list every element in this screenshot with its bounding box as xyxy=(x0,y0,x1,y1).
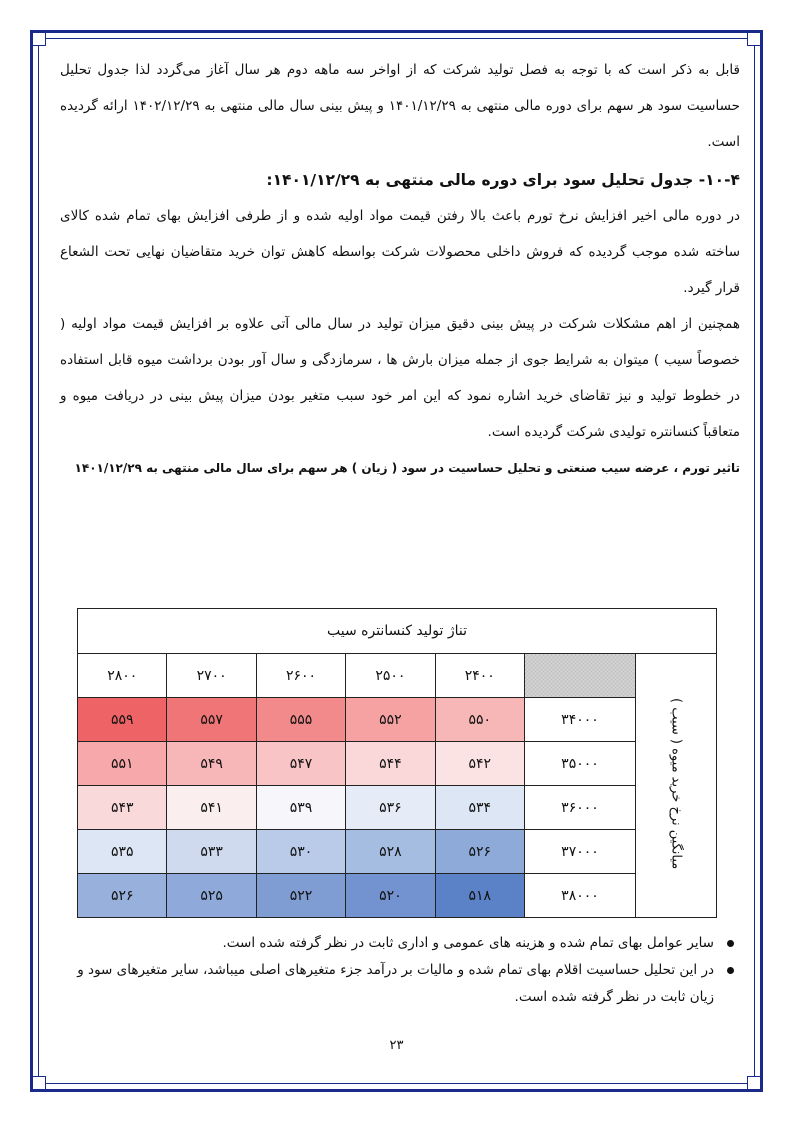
table-cell: ۵۳۵ xyxy=(78,830,167,874)
table-cell: ۵۴۳ xyxy=(78,786,167,830)
table-cell: ۵۴۴ xyxy=(346,742,435,786)
column-header: ۲۶۰۰ xyxy=(256,654,345,698)
row-header: ۳۸۰۰۰ xyxy=(524,874,635,918)
document-body xyxy=(60,52,740,486)
bullet-icon xyxy=(727,940,734,947)
table-cell: ۵۳۰ xyxy=(256,830,345,874)
production-forecast-paragraph: همچنین از اهم مشکلات شرکت در پیش بینی دقیق میزان تولید در سال مالی آتی علاوه بر افزایش قیمت مواد اولیه ( خصوصاً سیب ) میتوان به شرایط جوی از جمله میزان بارش ها ، سرمازدگی و سال آور بودن برداشت میوه قابل استفاده در خطوط تولید و نیز تقاضای خرید اشاره نمود که این امر خود سبب متغیر بودن میزان پیش بینی در دریافت میوه و متعاقباً کنسانتره تولیدی شرکت گردیده است. xyxy=(60,316,740,440)
table-row xyxy=(78,698,717,742)
row-header: ۳۶۰۰۰ xyxy=(524,786,635,830)
note-text: در این تحلیل حساسیت اقلام بهای تمام شده و مالیات بر درآمد جزء متغیرهای اصلی میباشد، سایر متغیرهای سود و زیان ثابت در نظر گرفته شده است. xyxy=(77,962,714,1005)
table-cell: ۵۴۱ xyxy=(167,786,256,830)
table-cell: ۵۳۴ xyxy=(435,786,524,830)
list-item xyxy=(60,930,740,957)
table-cell: ۵۵۷ xyxy=(167,698,256,742)
table-cell: ۵۲۰ xyxy=(346,874,435,918)
table-cell: ۵۲۸ xyxy=(346,830,435,874)
border-corner-bottom-left xyxy=(32,1076,46,1090)
table-cell: ۵۵۱ xyxy=(78,742,167,786)
corner-cell xyxy=(524,654,635,698)
table-row xyxy=(78,830,717,874)
table-row xyxy=(78,742,717,786)
border-corner-bottom-right xyxy=(747,1076,761,1090)
side-label-cell xyxy=(636,654,717,918)
table-cell: ۵۳۳ xyxy=(167,830,256,874)
sensitivity-table xyxy=(77,608,717,918)
table-title: تناژ تولید کنسانتره سیب xyxy=(78,609,717,654)
table-cell: ۵۲۶ xyxy=(435,830,524,874)
section-heading: ۱۰-۴- جدول تحلیل سود برای دوره مالی منتهی به ۱۴۰۱/۱۲/۲۹: xyxy=(266,171,740,189)
sensitivity-table-wrapper xyxy=(77,608,717,918)
column-header: ۲۸۰۰ xyxy=(78,654,167,698)
table-cell: ۵۴۲ xyxy=(435,742,524,786)
table-cell: ۵۵۰ xyxy=(435,698,524,742)
column-header: ۲۷۰۰ xyxy=(167,654,256,698)
table-row xyxy=(78,874,717,918)
bullet-icon xyxy=(727,967,734,974)
table-cell: ۵۱۸ xyxy=(435,874,524,918)
table-cell: ۵۴۹ xyxy=(167,742,256,786)
table-row xyxy=(78,786,717,830)
notes-list xyxy=(60,930,740,1011)
side-label: میانگین نرخ خرید میوه ( سیب ) xyxy=(668,697,684,870)
row-header: ۳۵۰۰۰ xyxy=(524,742,635,786)
table-cell: ۵۲۶ xyxy=(78,874,167,918)
table-cell: ۵۵۹ xyxy=(78,698,167,742)
table-cell: ۵۵۵ xyxy=(256,698,345,742)
table-cell: ۵۳۹ xyxy=(256,786,345,830)
column-header: ۲۴۰۰ xyxy=(435,654,524,698)
border-corner-top-left xyxy=(32,32,46,46)
table-caption: تاثیر تورم ، عرضه سیب صنعتی و تحلیل حساسیت در سود ( زیان ) هر سهم برای سال مالی منتهی به ۱۴۰۱/۱۲/۲۹ xyxy=(74,461,740,475)
column-header: ۲۵۰۰ xyxy=(346,654,435,698)
table-cell: ۵۲۵ xyxy=(167,874,256,918)
inflation-paragraph: در دوره مالی اخیر افزایش نرخ تورم باعث بالا رفتن قیمت مواد اولیه شده و از طرفی افزایش بهای تمام شده کالای ساخته شده موجب گردیده که فروش داخلی محصولات شرکت بواسطه کاهش توان خرید متقاضیان نهایی تحت الشعاع قرار گیرد. xyxy=(60,208,740,296)
page-number: ۲۳ xyxy=(389,1038,404,1053)
intro-paragraph: قابل به ذکر است که با توجه به فصل تولید شرکت که از اواخر سه ماهه دوم هر سال آغاز می‌گردد لذا جدول تحلیل حساسیت سود هر سهم برای دوره مالی منتهی به ۱۴۰۱/۱۲/۲۹ و پیش بینی سال مالی منتهی به ۱۴۰۲/۱۲/۲۹ ارائه گردیده است. xyxy=(60,62,741,150)
table-cell: ۵۲۲ xyxy=(256,874,345,918)
row-header: ۳۷۰۰۰ xyxy=(524,830,635,874)
table-cell: ۵۳۶ xyxy=(346,786,435,830)
table-cell: ۵۴۷ xyxy=(256,742,345,786)
list-item xyxy=(60,957,740,1011)
border-corner-top-right xyxy=(747,32,761,46)
table-cell: ۵۵۲ xyxy=(346,698,435,742)
row-header: ۳۴۰۰۰ xyxy=(524,698,635,742)
note-text: سایر عوامل بهای تمام شده و هزینه های عمومی و اداری ثابت در نظر گرفته شده است. xyxy=(222,935,714,951)
